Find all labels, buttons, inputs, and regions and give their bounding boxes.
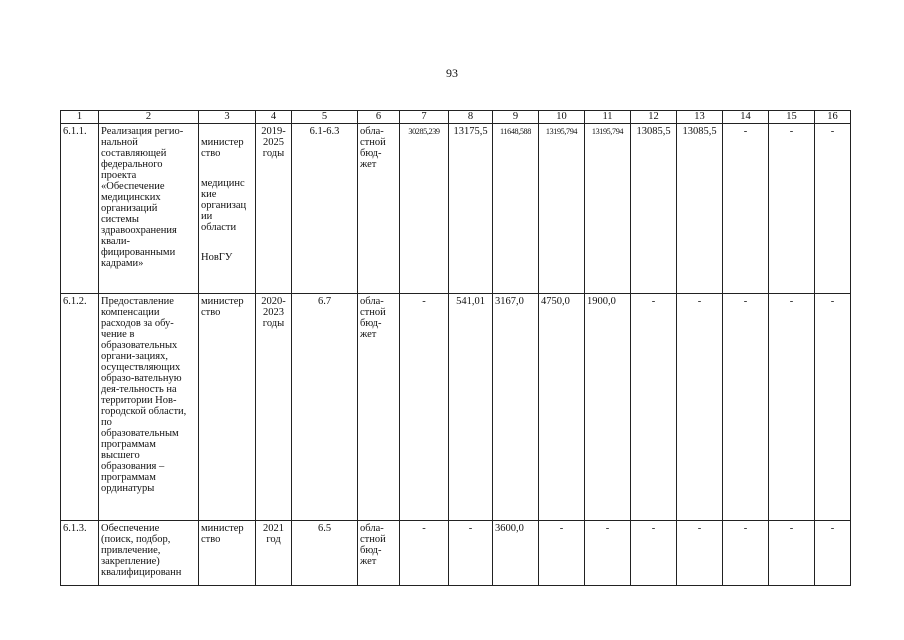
executor-1: министер ство (201, 137, 244, 159)
row-target: 6.7 (292, 294, 358, 521)
value-cell: - (449, 521, 493, 586)
row-name: Обеспечение (поиск, подбор, привлечение, закрепление) квалифицированн (99, 521, 199, 586)
executor-2: медицинс кие организац ии области (201, 178, 247, 233)
value-cell: - (769, 124, 815, 294)
row-source: обла- стной бюд- жет (358, 521, 400, 586)
row-name: Предоставление компенсации расходов за обу- чение в образовательных органи-зациях, осуществляющих образо-вательную дея-тельность на территории Нов- городской области, по образовательным программам высшего образования – программам ординатуры (99, 294, 199, 521)
row-id: 6.1.1. (61, 124, 99, 294)
header-cell: 12 (631, 111, 677, 124)
header-cell: 7 (400, 111, 449, 124)
value-cell: - (585, 521, 631, 586)
value-cell: - (677, 294, 723, 521)
value-cell: 13175,5 (449, 124, 493, 294)
row-executor: министер ство (199, 294, 256, 521)
value-cell: - (539, 521, 585, 586)
header-cell: 9 (493, 111, 539, 124)
value-cell: 13085,5 (677, 124, 723, 294)
row-target: 6.5 (292, 521, 358, 586)
header-cell: 16 (815, 111, 851, 124)
value-cell: - (815, 521, 851, 586)
row-name: Реализация регио- нальной составляющей федерального проекта «Обеспечение медицинских организаций системы здравоохранения квали- фицированными кадрами» (99, 124, 199, 294)
value-cell: 3167,0 (493, 294, 539, 521)
value-cell: - (769, 294, 815, 521)
value-cell: - (769, 521, 815, 586)
row-id: 6.1.3. (61, 521, 99, 586)
header-cell: 5 (292, 111, 358, 124)
row-period: 2019- 2025 годы (256, 124, 292, 294)
value-cell: 541,01 (449, 294, 493, 521)
row-id: 6.1.2. (61, 294, 99, 521)
value-cell: 30285,239 (400, 124, 449, 294)
row-source: обла- стной бюд- жет (358, 124, 400, 294)
value-cell: 11648,588 (493, 124, 539, 294)
header-cell: 4 (256, 111, 292, 124)
value-cell: 3600,0 (493, 521, 539, 586)
header-cell: 1 (61, 111, 99, 124)
value-cell: - (400, 294, 449, 521)
row-source: обла- стной бюд- жет (358, 294, 400, 521)
table-header-row (61, 111, 851, 124)
table-row (61, 294, 851, 521)
program-table (60, 110, 851, 586)
header-cell: 11 (585, 111, 631, 124)
header-cell: 6 (358, 111, 400, 124)
value-cell: - (723, 521, 769, 586)
value-cell: 13195,794 (585, 124, 631, 294)
value-cell: - (400, 521, 449, 586)
header-cell: 13 (677, 111, 723, 124)
value-cell: - (677, 521, 723, 586)
value-cell: 1900,0 (585, 294, 631, 521)
header-cell: 10 (539, 111, 585, 124)
header-cell: 8 (449, 111, 493, 124)
value-cell: 4750,0 (539, 294, 585, 521)
value-cell: - (815, 294, 851, 521)
value-cell: - (723, 294, 769, 521)
value-cell: 13085,5 (631, 124, 677, 294)
header-cell: 3 (199, 111, 256, 124)
header-cell: 15 (769, 111, 815, 124)
table-row (61, 521, 851, 586)
row-executor: министер ство (199, 521, 256, 586)
header-cell: 14 (723, 111, 769, 124)
value-cell: 13195,794 (539, 124, 585, 294)
value-cell: - (723, 124, 769, 294)
value-cell: - (631, 521, 677, 586)
row-period: 2020- 2023 годы (256, 294, 292, 521)
header-cell: 2 (99, 111, 199, 124)
row-period: 2021 год (256, 521, 292, 586)
value-cell: - (631, 294, 677, 521)
table-row (61, 124, 851, 294)
executor-3: НовГУ (201, 252, 233, 263)
row-executor (199, 124, 256, 294)
page-number: 93 (446, 66, 458, 80)
row-target: 6.1-6.3 (292, 124, 358, 294)
value-cell: - (815, 124, 851, 294)
